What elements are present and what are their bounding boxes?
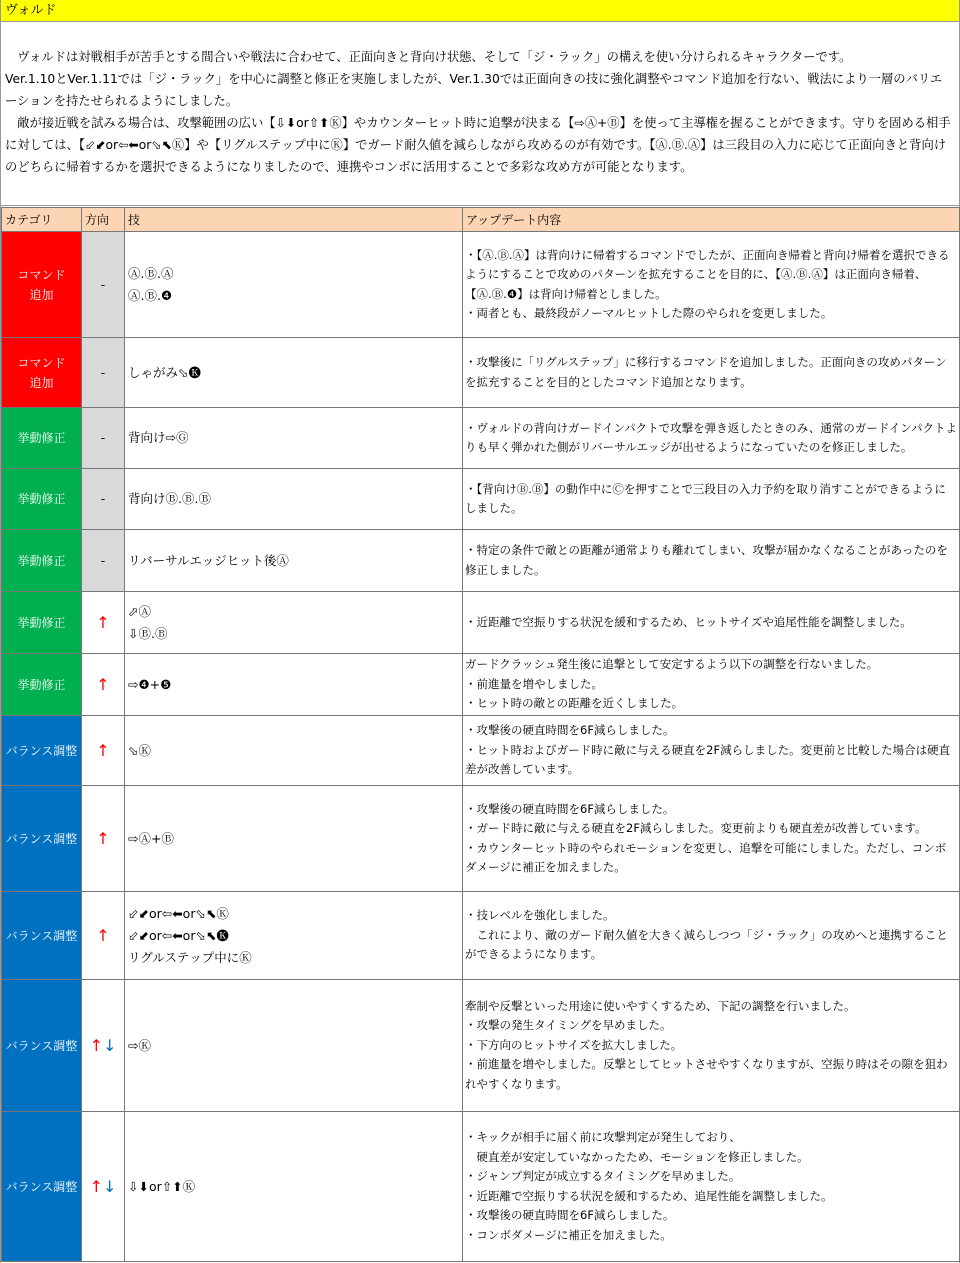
move-cell (125, 786, 463, 892)
direction-cell (82, 892, 125, 980)
category-cell (2, 1112, 82, 1262)
header-update: アップデート内容 (463, 208, 960, 232)
direction-value: - (100, 365, 106, 380)
category-cell (2, 232, 82, 338)
direction-cell (82, 980, 125, 1112)
update-cell (463, 530, 960, 592)
table-row (2, 592, 960, 654)
move-cell (125, 892, 463, 980)
up-arrow-icon: ↑ (96, 675, 110, 694)
category-label: コマンド (17, 267, 66, 282)
update-cell (463, 232, 960, 338)
update-line: ・攻撃の発生タイミングを早めました。 (465, 1018, 672, 1033)
up-arrow-icon: ↑ (96, 741, 110, 760)
category-cell (2, 530, 82, 592)
direction-cell (82, 1112, 125, 1262)
category-label: バランス調整 (5, 743, 78, 758)
update-line: 牽制や反撃といった用途に使いやすくするため、下記の調整を行いました。 (465, 998, 856, 1013)
direction-cell (82, 786, 125, 892)
intro-paragraph: 敵が接近戦を試みる場合は、攻撃範囲の広い【⇩⬇or⇧⬆Ⓚ】やカウンターヒット時に追撃が決まる【⇨Ⓐ+Ⓑ】を使って主導権を握ることができます。守りを固める相手に対しては、【⬃⬋or⇦⬅or⬂⬉Ⓚ】や【リグルステップ中にⓀ】でガード耐久値を減らしながら攻めるのが有効です。【Ⓐ.Ⓑ.Ⓐ】は三段目の入力に応じて正面向きと背向けのどちらに帰着するかを選択できるようになりましたので、連携やコンボに活用することで多彩な攻め方が可能となります。 (5, 116, 951, 174)
category-label: 挙動修正 (17, 615, 66, 630)
table-row (2, 980, 960, 1112)
update-cell (463, 338, 960, 408)
move-cell (125, 408, 463, 469)
direction-cell (82, 654, 125, 716)
category-label: 追加 (29, 287, 54, 302)
category-cell (2, 980, 82, 1112)
category-cell (2, 338, 82, 408)
update-cell (463, 654, 960, 716)
header-direction: 方向 (82, 208, 125, 232)
update-line: ・ジャンプ判定が成立するタイミングを早めました。 (465, 1169, 741, 1183)
update-line: ・近距離で空振りする状況を緩和するため、追尾性能を調整しました。 (465, 1188, 833, 1203)
move-cell (125, 469, 463, 530)
category-cell (2, 469, 82, 530)
update-line: ・特定の条件で敵との距離が通常よりも離れてしまい、攻撃が届かなくなることがあったのを修正しました。 (465, 543, 948, 577)
table-row (2, 716, 960, 786)
up-arrow-icon: ↑ (89, 1177, 103, 1196)
update-line: ガードクラッシュ発生後に追撃として安定するよう以下の調整を行ないました。 (465, 657, 879, 672)
update-line: ・コンボダメージに補正を加えました。 (465, 1227, 672, 1242)
update-cell (463, 892, 960, 980)
category-cell (2, 786, 82, 892)
update-line: ・キックが相手に届く前に攻撃判定が発生しており、 (465, 1130, 741, 1144)
update-cell (463, 980, 960, 1112)
category-label: 挙動修正 (17, 553, 66, 568)
update-cell (463, 1112, 960, 1262)
move-command: Ⓐ.Ⓑ.❹ (128, 287, 173, 303)
intro-paragraph: ヴォルドは対戦相手が苦手とする間合いや戦法に合わせて、正面向きと背向け状態、そして「ジ・ラック」の構えを使い分けられるキャラクターです。 (5, 50, 852, 64)
update-line: ・技レベルを強化しました。 (465, 908, 615, 923)
down-arrow-icon: ↓ (103, 1177, 117, 1196)
update-line: ・下方向のヒットサイズを拡大しました。 (465, 1037, 683, 1052)
move-command: Ⓐ.Ⓑ.Ⓐ (128, 265, 174, 281)
direction-value: - (100, 277, 106, 292)
direction-value: - (100, 431, 106, 445)
category-label: バランス調整 (5, 1179, 78, 1194)
up-arrow-icon: ↑ (96, 926, 110, 945)
move-command: 背向け⇨Ⓖ (128, 430, 189, 445)
down-arrow-icon: ↓ (103, 1036, 117, 1055)
move-command: 背向けⒷ.Ⓑ.Ⓑ (128, 491, 211, 506)
update-line: ・【背向けⒷ.Ⓑ】の動作中にⒸを押すことで三段目の入力予約を取り消すことができるようにしました。 (465, 481, 946, 515)
category-cell (2, 716, 82, 786)
direction-cell (82, 530, 125, 592)
table-row (2, 530, 960, 592)
up-arrow-icon: ↑ (89, 1036, 103, 1055)
direction-cell (82, 716, 125, 786)
update-line: 硬直差が安定していなかったため、モーションを修正しました。 (465, 1149, 809, 1164)
table-row (2, 408, 960, 469)
category-label: バランス調整 (5, 831, 78, 846)
category-cell (2, 592, 82, 654)
header-move: 技 (125, 208, 463, 232)
move-command: ⇨Ⓚ (128, 1037, 151, 1053)
table-row (2, 469, 960, 530)
up-arrow-icon: ↑ (96, 613, 110, 632)
move-command: ⇨❹+❺ (128, 676, 172, 692)
category-label: バランス調整 (5, 1038, 78, 1053)
move-command: ⇩⬇or⇧⬆Ⓚ (128, 1178, 196, 1194)
table-row (2, 338, 960, 408)
update-line: ・【Ⓐ.Ⓑ.Ⓐ】は背向けに帰着するコマンドでしたが、正面向き帰着と背向け帰着を選択できるようにすることで攻めのパターンを拡充することを目的に、【Ⓐ.Ⓑ.Ⓐ】は正面向き帰着、【Ⓐ.Ⓑ.❹】は背向け帰着としました。 (465, 247, 950, 301)
update-line: ・ヒット時の敵との距離を近くしました。 (465, 696, 684, 711)
category-label: バランス調整 (5, 928, 78, 943)
move-cell (125, 1112, 463, 1262)
update-line: ・攻撃後の硬直時間を6F減らしました。 (465, 801, 675, 816)
category-cell (2, 892, 82, 980)
move-cell (125, 338, 463, 408)
table-row (2, 786, 960, 892)
update-cell (463, 469, 960, 530)
category-label: コマンド (17, 355, 66, 370)
direction-cell (82, 338, 125, 408)
category-cell (2, 654, 82, 716)
move-command: ⬂Ⓚ (128, 742, 151, 758)
move-cell (125, 232, 463, 338)
category-label: 挙動修正 (17, 492, 66, 506)
move-command: しゃがみ⬂🅚 (128, 364, 201, 380)
move-cell (125, 716, 463, 786)
update-line: ・ヒット時およびガード時に敵に与える硬直を2F減らしました。変更前と比較した場合は硬直差が改善しています。 (465, 742, 951, 777)
move-command: ⇨Ⓐ+Ⓑ (128, 830, 174, 846)
category-cell (2, 408, 82, 469)
move-cell (125, 592, 463, 654)
table-row (2, 1112, 960, 1262)
table-row (2, 232, 960, 338)
update-line: ・前進量を増やしました。反撃としてヒットさせやすくなりますが、空振り時はその隙を狙われやすくなります。 (465, 1057, 948, 1091)
update-line: ・両者とも、最終段がノーマルヒットした際のやられを変更しました。 (465, 306, 833, 320)
update-line: ・カウンターヒット時のやられモーションを変更し、追撃を可能にしました。ただし、コンボダメージに補正を加えました。 (465, 840, 947, 874)
update-line: ・攻撃後の硬直時間を6F減らしました。 (465, 1208, 675, 1222)
direction-cell (82, 408, 125, 469)
category-label: 挙動修正 (17, 431, 66, 445)
table-row (2, 654, 960, 716)
intro-paragraph: Ver.1.10とVer.1.11では「ジ・ラック」を中心に調整と修正を実施しましたが、Ver.1.30では正面向きの技に強化調整やコマンド追加を行ない、戦法により一層のバリエーションを持たせられるようにしました。 (5, 72, 943, 108)
move-cell (125, 980, 463, 1112)
move-command: ⬀Ⓐ (128, 603, 151, 619)
update-line: ・攻撃後に「リグルステップ」に移行するコマンドを追加しました。正面向きの攻めパターンを拡充することを目的としたコマンド追加となります。 (465, 355, 947, 389)
move-command: リグルステップ中にⓀ (128, 949, 252, 965)
update-line: ・ヴォルドの背向けガードインパクトで攻撃を弾き返したときのみ、通常のガードインパクトよりも早く弾かれた側がリバーサルエッジが出せるようになっていたのを修正しました。 (465, 420, 957, 454)
update-cell (463, 408, 960, 469)
direction-value: - (100, 553, 106, 568)
table-row (2, 892, 960, 980)
move-cell (125, 530, 463, 592)
move-command: リバーサルエッジヒット後Ⓐ (128, 552, 289, 568)
update-cell (463, 786, 960, 892)
update-cell (463, 592, 960, 654)
update-line: ・前進量を増やしました。 (465, 676, 603, 691)
up-arrow-icon: ↑ (96, 829, 110, 848)
update-line: ・近距離で空振りする状況を緩和するため、ヒットサイズや追尾性能を調整しました。 (465, 614, 912, 629)
direction-value: - (100, 492, 106, 506)
direction-cell (82, 469, 125, 530)
update-line: これにより、敵のガード耐久値を大きく減らしつつ「ジ・ラック」の攻めへと連携することができるようになります。 (465, 927, 948, 962)
update-line: ・ガード時に敵に与える硬直を2F減らしました。変更前よりも硬直差が改善しています。 (465, 821, 927, 835)
update-cell (463, 716, 960, 786)
move-cell (125, 654, 463, 716)
direction-cell (82, 232, 125, 338)
update-line: ・攻撃後の硬直時間を6F減らしました。 (465, 723, 675, 738)
category-label: 追加 (29, 375, 54, 390)
move-command: ⇩Ⓑ.Ⓑ (128, 625, 168, 641)
header-category: カテゴリ (2, 208, 82, 232)
category-label: 挙動修正 (17, 677, 66, 692)
direction-cell (82, 592, 125, 654)
move-command: ⬃⬋or⇦⬅or⬂⬉🅚 (128, 927, 229, 943)
move-command: ⬃⬋or⇦⬅or⬂⬉Ⓚ (128, 905, 229, 921)
update-table (1, 207, 960, 1262)
character-title: ヴォルド (1, 0, 959, 22)
table-header-row (2, 208, 960, 232)
intro-text (1, 22, 959, 206)
